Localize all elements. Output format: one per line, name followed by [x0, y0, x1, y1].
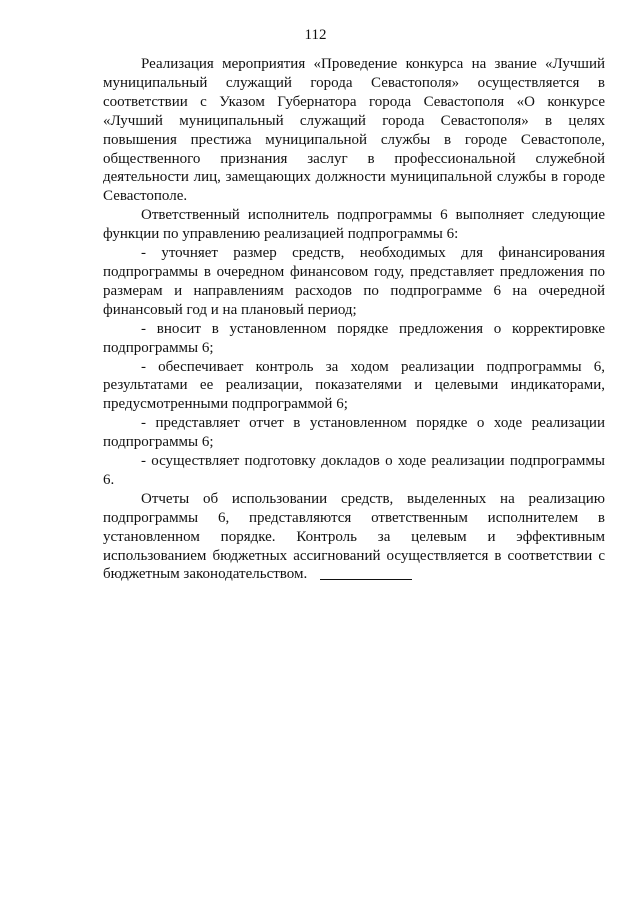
paragraph-contest: Реализация мероприятия «Проведение конкурса на звание «Лучший муниципальный служащий города Севастополя» осуществляется в соответствии с Указом Губернатора города Севастополя «О конкурсе «Лучший муниципальный служащий города Севастополя» в целях повышения престижа муниципальной службы в городе Севастополе, общественного признания заслуг в профессиональной служебной деятельности лиц, замещающих должности муниципальной службы в городе Севастополе. — [103, 56, 605, 205]
list-item-control: - обеспечивает контроль за ходом реализации подпрограммы 6, результатами ее реализации, показателями и целевыми индикаторами, предусмотренными подпрограммой 6; — [103, 358, 605, 413]
paragraph-reports-control: Отчеты об использовании средств, выделенных на реализацию подпрограммы 6, представляются ответственным исполнителем в установленном порядке. Контроль за целевым и эффективным использованием бюджетных ассигнований осуществляется в соответствии с бюджетным законодательством. — [103, 490, 605, 583]
list-item-report: - представляет отчет в установленном порядке о ходе реализации подпрограммы 6; — [103, 415, 605, 451]
list-item-reports-preparation: - осуществляет подготовку докладов о ходе реализации подпрограммы 6. — [103, 453, 605, 488]
closing-divider — [320, 579, 412, 580]
page-number: 112 — [304, 27, 327, 43]
body-text — [103, 55, 605, 584]
list-item-corrections: - вносит в установленном порядке предложения о корректировке подпрограммы 6; — [103, 320, 605, 356]
list-item-funding: - уточняет размер средств, необходимых для финансирования подпрограммы в очередном финансовом году, представляет предложения по размерам и направлениям расходов по подпрограмме 6 на очередной финансовый год и на плановый период; — [103, 245, 605, 318]
paragraph-responsible-executor: Ответственный исполнитель подпрограммы 6 выполняет следующие функции по управлению реализацией подпрограммы 6: — [103, 207, 605, 243]
